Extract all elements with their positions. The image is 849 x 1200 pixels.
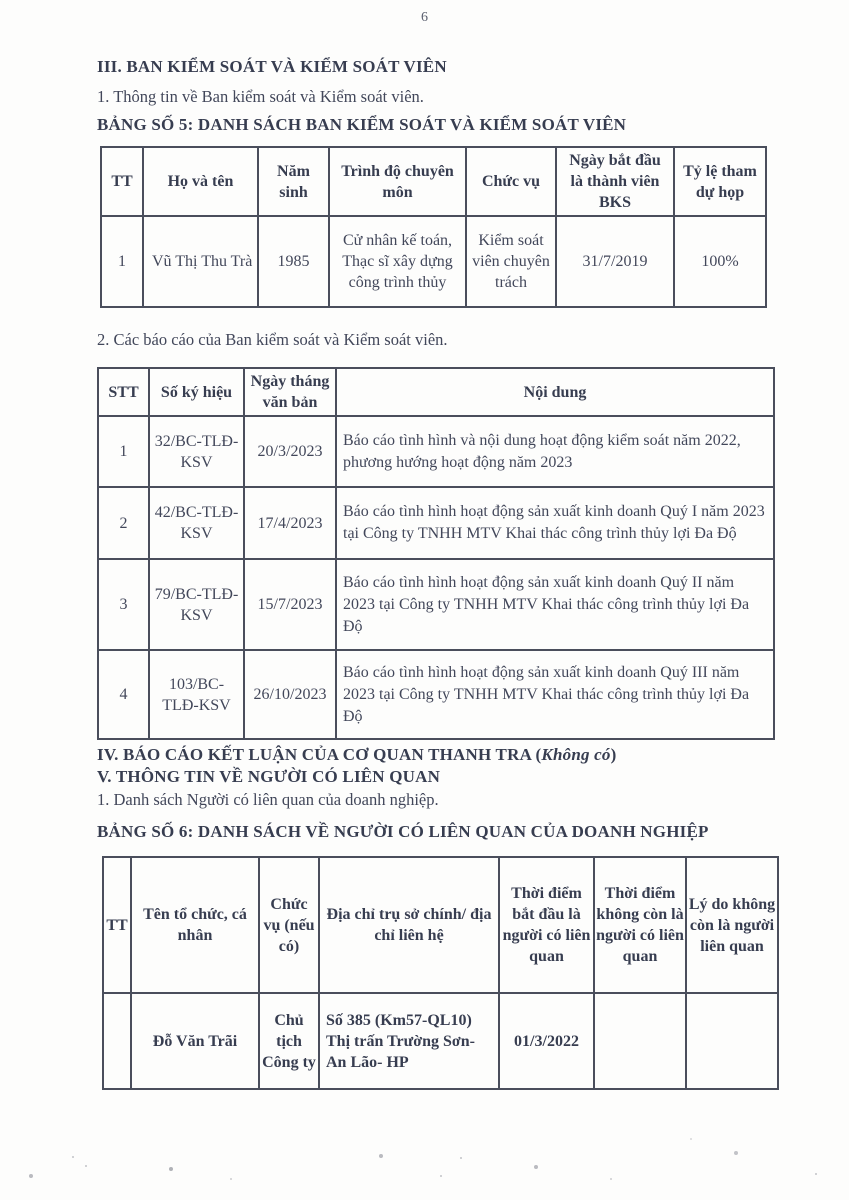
section-iv-close: )	[610, 745, 617, 764]
cell-date: 15/7/2023	[244, 559, 336, 650]
col-header: Trình độ chuyên môn	[329, 147, 466, 216]
cell-date: 20/3/2023	[244, 416, 336, 487]
table-row	[101, 216, 766, 307]
cell-position: Chủ tịch Công ty	[259, 993, 319, 1089]
section-iii-item-2: 2. Các báo cáo của Ban kiểm soát và Kiểm soát viên.	[97, 330, 448, 349]
table5-title: BẢNG SỐ 5: DANH SÁCH BAN KIỂM SOÁT VÀ KIỂM SOÁT VIÊN	[97, 115, 627, 134]
cell-ref-number: 32/BC-TLĐ-KSV	[149, 416, 244, 487]
table6-title: BẢNG SỐ 6: DANH SÁCH VỀ NGƯỜI CÓ LIÊN QUAN CỦA DOANH NGHIỆP	[97, 822, 709, 841]
cell-tt	[103, 993, 131, 1089]
col-header: Họ và tên	[143, 147, 258, 216]
col-header: Nội dung	[336, 368, 774, 416]
cell-tt: 1	[101, 216, 143, 307]
cell-content: Báo cáo tình hình và nội dung hoạt động kiểm soát năm 2022, phương hướng hoạt động năm 2023	[336, 416, 774, 487]
col-header: Lý do không còn là người liên quan	[686, 857, 778, 993]
cell-content: Báo cáo tình hình hoạt động sản xuất kinh doanh Quý II năm 2023 tại Công ty TNHH MTV Khai thác công trình thủy lợi Đa Độ	[336, 559, 774, 650]
cell-content: Báo cáo tình hình hoạt động sản xuất kinh doanh Quý I năm 2023 tại Công ty TNHH MTV Khai thác công trình thủy lợi Đa Độ	[336, 487, 774, 559]
cell-ref-number: 42/BC-TLĐ-KSV	[149, 487, 244, 559]
cell-name: Đỗ Văn Trãi	[131, 993, 259, 1089]
col-header: Số ký hiệu	[149, 368, 244, 416]
table-row	[98, 416, 774, 487]
section-iv-text: IV. BÁO CÁO KẾT LUẬN CỦA CƠ QUAN THANH TRA (	[97, 745, 542, 764]
section-iii-heading: III. BAN KIỂM SOÁT VÀ KIỂM SOÁT VIÊN	[97, 57, 447, 76]
section-iv-note: Không có	[541, 745, 611, 764]
cell-position: Kiểm soát viên chuyên trách	[466, 216, 556, 307]
cell-stt: 1	[98, 416, 149, 487]
cell-attendance: 100%	[674, 216, 766, 307]
cell-start-date: 01/3/2022	[499, 993, 594, 1089]
cell-stt: 3	[98, 559, 149, 650]
cell-address: Số 385 (Km57-QL10) Thị trấn Trường Sơn- An Lão- HP	[319, 993, 499, 1089]
table-header-row	[101, 147, 766, 216]
section-iii-item-1: 1. Thông tin về Ban kiểm soát và Kiểm soát viên.	[97, 87, 424, 106]
table-row	[98, 487, 774, 559]
cell-end-date	[594, 993, 686, 1089]
table-row	[98, 650, 774, 739]
cell-start-date: 31/7/2019	[556, 216, 674, 307]
table-header-row	[103, 857, 778, 993]
table-header-row	[98, 368, 774, 416]
page-number: 6	[421, 10, 428, 25]
col-header: Địa chỉ trụ sở chính/ địa chỉ liên hệ	[319, 857, 499, 993]
table-supervisory-board	[100, 146, 767, 308]
cell-ref-number: 79/BC-TLĐ-KSV	[149, 559, 244, 650]
col-header: Ngày tháng văn bản	[244, 368, 336, 416]
section-v-item-1: 1. Danh sách Người có liên quan của doanh nghiệp.	[97, 790, 439, 809]
table-reports	[97, 367, 775, 740]
col-header: TT	[103, 857, 131, 993]
cell-reason	[686, 993, 778, 1089]
cell-name: Vũ Thị Thu Trà	[143, 216, 258, 307]
cell-stt: 2	[98, 487, 149, 559]
section-iv-heading	[97, 745, 616, 765]
col-header: Chức vụ (nếu có)	[259, 857, 319, 993]
col-header: Thời điểm không còn là người có liên quan	[594, 857, 686, 993]
col-header: STT	[98, 368, 149, 416]
cell-content: Báo cáo tình hình hoạt động sản xuất kinh doanh Quý III năm 2023 tại Công ty TNHH MTV Khai thác công trình thủy lợi Đa Độ	[336, 650, 774, 739]
col-header: Tỷ lệ tham dự họp	[674, 147, 766, 216]
cell-stt: 4	[98, 650, 149, 739]
cell-qualification: Cử nhân kế toán, Thạc sĩ xây dựng công trình thủy	[329, 216, 466, 307]
cell-date: 17/4/2023	[244, 487, 336, 559]
col-header: TT	[101, 147, 143, 216]
col-header: Năm sinh	[258, 147, 329, 216]
table-row	[103, 993, 778, 1089]
table-row	[98, 559, 774, 650]
cell-date: 26/10/2023	[244, 650, 336, 739]
col-header: Thời điểm bắt đầu là người có liên quan	[499, 857, 594, 993]
cell-ref-number: 103/BC-TLĐ-KSV	[149, 650, 244, 739]
section-v-heading: V. THÔNG TIN VỀ NGƯỜI CÓ LIÊN QUAN	[97, 767, 441, 786]
table-related-persons	[102, 856, 779, 1090]
cell-birth-year: 1985	[258, 216, 329, 307]
col-header: Ngày bắt đầu là thành viên BKS	[556, 147, 674, 216]
col-header: Chức vụ	[466, 147, 556, 216]
col-header: Tên tổ chức, cá nhân	[131, 857, 259, 993]
